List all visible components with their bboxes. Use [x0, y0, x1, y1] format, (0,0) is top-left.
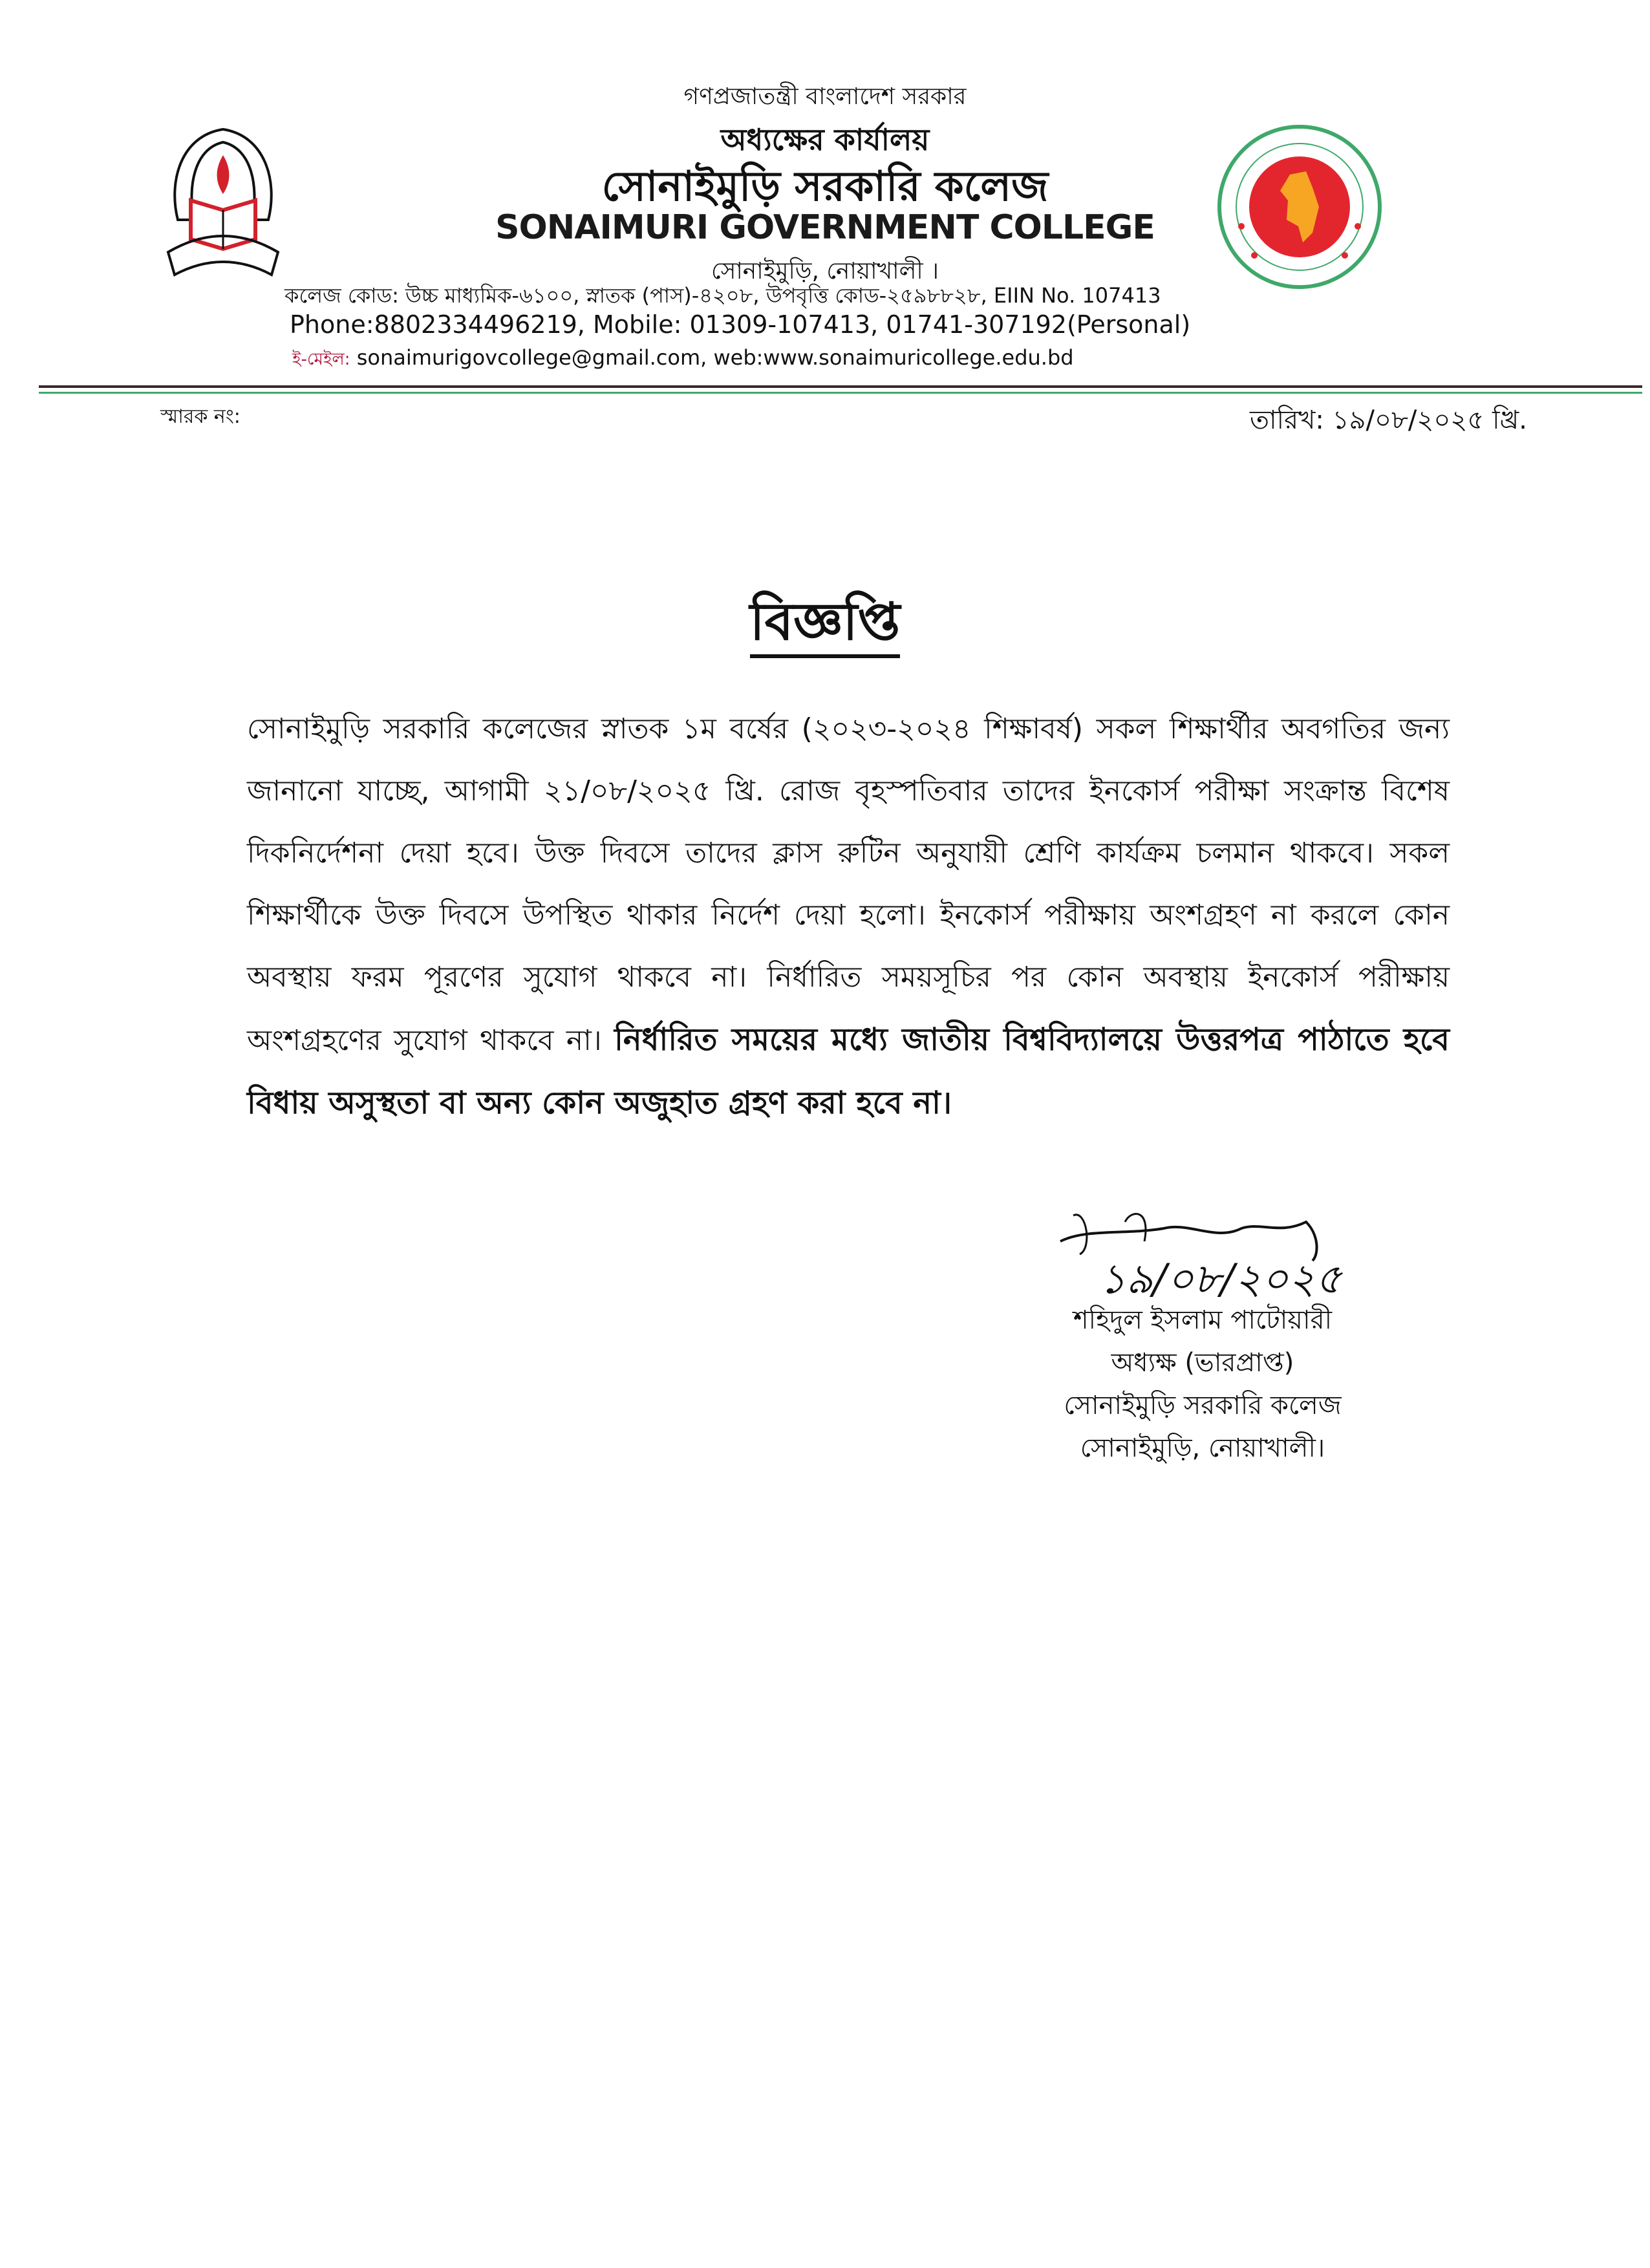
notice-body-bold: নির্ধারিত সময়ের মধ্যে জাতীয় বিশ্ববিদ্যালয়ে উত্তরপত্র পাঠাতে হবে বিধায় অসুস্থতা বা অন্য কোন অজুহাত গ্রহণ করা হবে না।: [247, 1022, 1450, 1121]
notice-title: [0, 582, 1650, 669]
college-name-en: SONAIMURI GOVERNMENT COLLEGE: [495, 208, 1155, 247]
signatory-institution: সোনাইমুড়ি সরকারি কলেজ: [1064, 1391, 1342, 1420]
notice-date: তারিখ: ১৯/০৮/২০২৫ খ্রি.: [1250, 405, 1527, 435]
header-divider: [39, 385, 1642, 388]
email-label: ই-মেইল:: [292, 350, 350, 369]
signature-handwritten: [1047, 1203, 1384, 1306]
notice-body: [247, 698, 1450, 1135]
header-divider-green: [39, 392, 1642, 394]
notice-title-text: বিজ্ঞপ্তি: [750, 592, 901, 658]
college-location: সোনাইমুড়ি, নোয়াখালী ।: [711, 258, 939, 284]
contact-phone: Phone:8802334496219, Mobile: 01309-107413, 01741-307192(Personal): [290, 310, 1191, 339]
notice-body-text: সোনাইমুড়ি সরকারি কলেজের স্নাতক ১ম বর্ষের (২০২৩-২০২৪ শিক্ষাবর্ষ) সকল শিক্ষার্থীর অবগতির জন্য জানানো যাচ্ছে, আগামী ২১/০৮/২০২৫ খ্রি. রোজ বৃহস্পতিবার তাদের ইনকোর্স পরীক্ষা সংক্রান্ত বিশেষ দিকনির্দেশনা দেয়া হবে। উক্ত দিবসে তাদের ক্লাস রুটিন অনুযায়ী শ্রেণি কার্যক্রম চলমান থাকবে। সকল শিক্ষার্থীকে উক্ত দিবসে উপস্থিত থাকার নির্দেশ দেয়া হলো। ইনকোর্স পরীক্ষায় অংশগ্রহণ না করলে কোন অবস্থায় ফরম পূরণের সুযোগ থাকবে না। নির্ধারিত সময়সূচির পর কোন অবস্থায় ইনকোর্স পরীক্ষায় অংশগ্রহণের সুযোগ থাকবে না।: [247, 712, 1450, 1057]
office-name: অধ্যক্ষের কার্যালয়: [720, 122, 930, 157]
signatory-name: শহিদুল ইসলাম পাটোয়ারী: [1073, 1305, 1333, 1335]
government-name: গণপ্রজাতন্ত্রী বাংলাদেশ সরকার: [683, 83, 967, 110]
signature-date: ১৯/০৮/২০২৫: [1099, 1256, 1342, 1303]
signatory-designation: অধ্যক্ষ (ভারপ্রাপ্ত): [1111, 1348, 1294, 1378]
college-codes: কলেজ কোড: উচ্চ মাধ্যমিক-৬১০০, স্নাতক (পাস)-৪২০৮, উপবৃত্তি কোড-২৫৯৮৮২৮, EIIN No. 107413: [284, 283, 1161, 308]
email-web-text: sonaimurigovcollege@gmail.com, web:www.sonaimuricollege.edu.bd: [356, 345, 1074, 370]
college-name-bn: সোনাইমুড়ি সরকারি কলেজ: [601, 163, 1049, 211]
signatory-address: সোনাইমুড়ি, নোয়াখালী।: [1080, 1433, 1325, 1463]
memo-number-label: স্মারক নং:: [160, 405, 241, 428]
contact-email-web: [292, 345, 1074, 374]
